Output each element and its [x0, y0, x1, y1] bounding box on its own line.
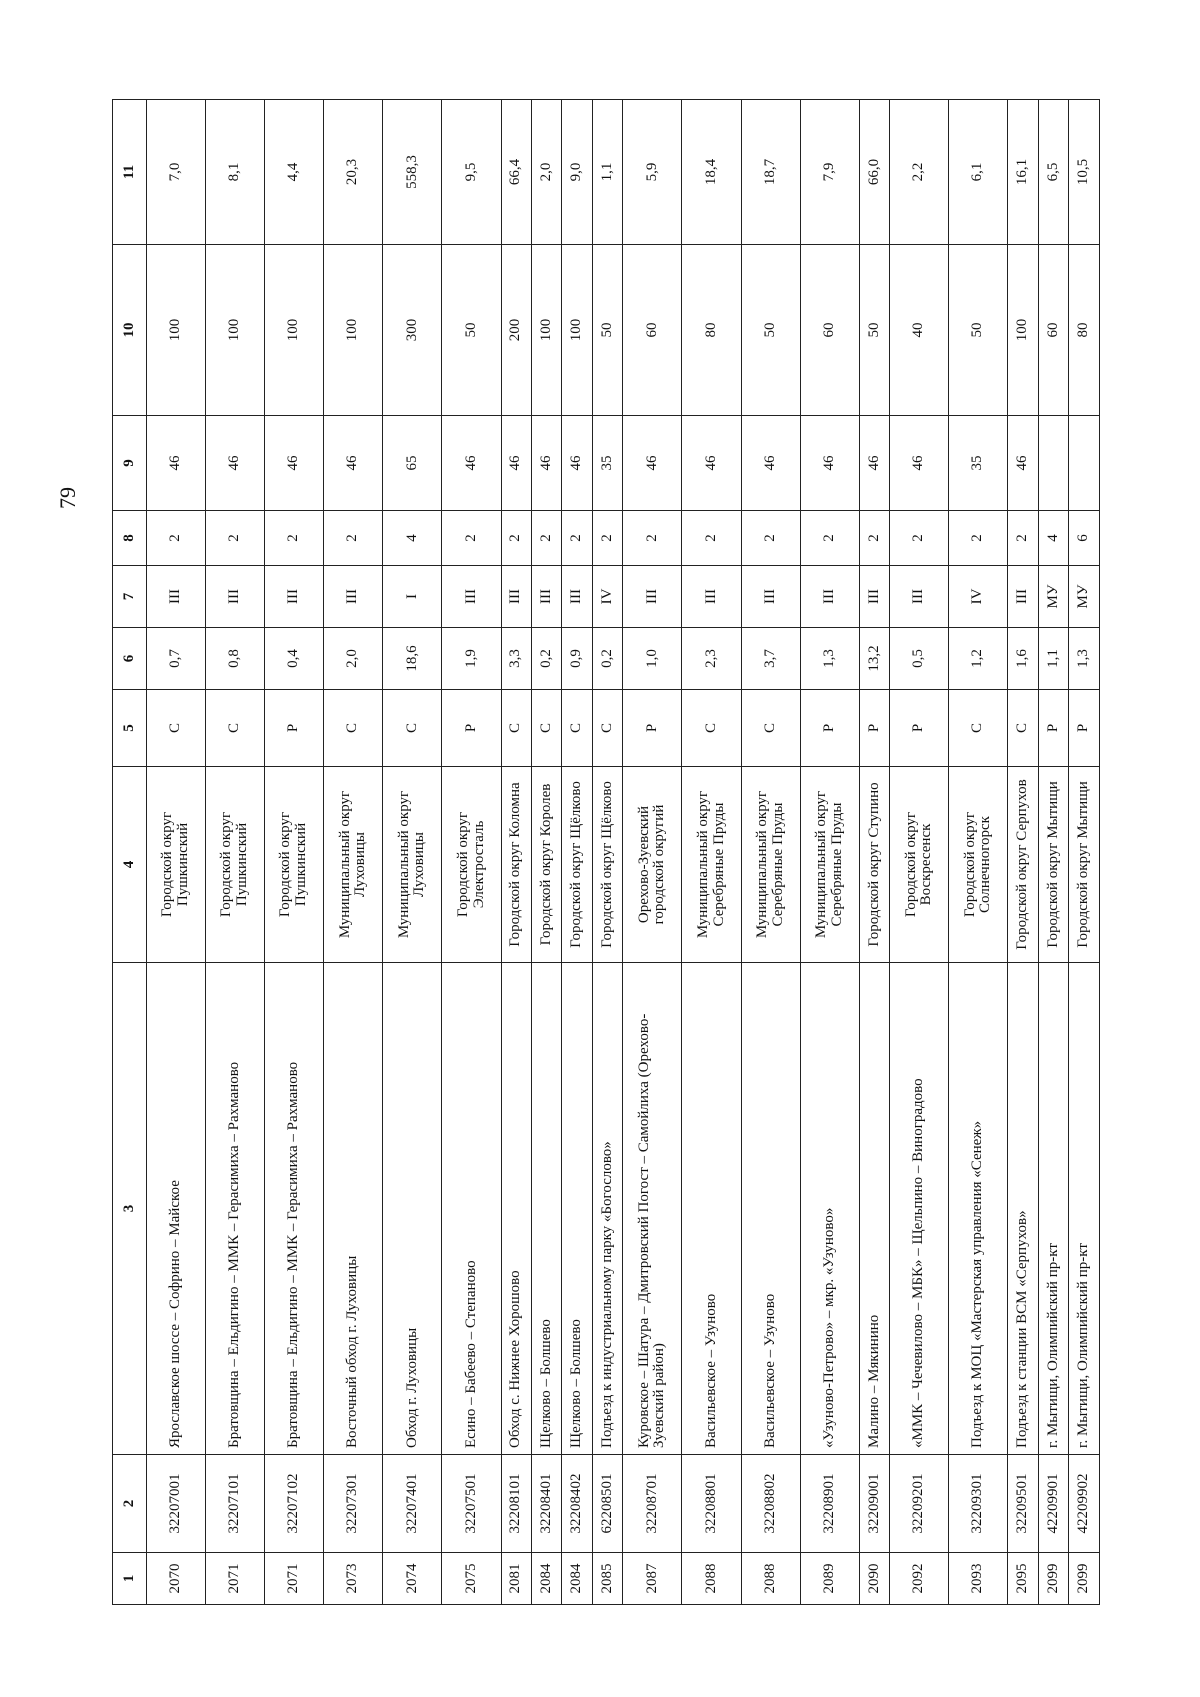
cell-width: 46 — [1008, 416, 1038, 511]
cell-road-id: 42209902 — [1069, 1455, 1100, 1553]
cell-number: 2099 — [1069, 1553, 1100, 1605]
cell-speed: 60 — [800, 245, 859, 416]
table-row — [741, 100, 800, 1605]
table-row — [859, 100, 889, 1605]
cell-number: 2085 — [592, 1553, 622, 1605]
cell-type: С — [741, 690, 800, 767]
cell-value: 66,0 — [859, 100, 889, 245]
table-row — [682, 100, 741, 1605]
roads-table — [112, 99, 1100, 1605]
cell-road-name: Обход с. Нижнее Хорошово — [501, 963, 531, 1455]
cell-municipality: Муниципальный округ Серебряные Пруды — [800, 767, 859, 963]
cell-road-name: Малино – Мякинино — [859, 963, 889, 1455]
cell-length: 1,0 — [623, 628, 682, 690]
cell-length: 2,3 — [682, 628, 741, 690]
cell-value: 558,3 — [383, 100, 442, 245]
cell-width: 35 — [592, 416, 622, 511]
cell-category: III — [562, 566, 592, 628]
cell-category: III — [532, 566, 562, 628]
cell-length: 1,3 — [1069, 628, 1100, 690]
cell-number: 2088 — [741, 1553, 800, 1605]
cell-municipality: Муниципальный округ Серебряные Пруды — [682, 767, 741, 963]
cell-number: 2070 — [147, 1553, 206, 1605]
cell-value: 7,0 — [147, 100, 206, 245]
cell-lanes: 2 — [859, 511, 889, 566]
cell-number: 2071 — [265, 1553, 324, 1605]
cell-category: III — [623, 566, 682, 628]
cell-category: III — [1008, 566, 1038, 628]
cell-road-name: г. Мытищи, Олимпийский пр-кт — [1038, 963, 1068, 1455]
cell-speed: 100 — [1008, 245, 1038, 416]
cell-category: МУ — [1038, 566, 1068, 628]
cell-width: 65 — [383, 416, 442, 511]
cell-width: 46 — [800, 416, 859, 511]
cell-municipality: Городской округ Воскресенск — [890, 767, 949, 963]
cell-number: 2090 — [859, 1553, 889, 1605]
cell-value: 8,1 — [206, 100, 265, 245]
column-header: 2 — [113, 1455, 147, 1553]
cell-category: III — [265, 566, 324, 628]
cell-lanes: 2 — [800, 511, 859, 566]
table-row — [1038, 100, 1068, 1605]
cell-speed: 50 — [741, 245, 800, 416]
cell-speed: 100 — [324, 245, 383, 416]
cell-type: С — [949, 690, 1008, 767]
cell-municipality: Городской округ Пушкинский — [265, 767, 324, 963]
cell-width: 46 — [442, 416, 501, 511]
cell-number: 2093 — [949, 1553, 1008, 1605]
cell-road-id: 32209501 — [1008, 1455, 1038, 1553]
cell-width: 35 — [949, 416, 1008, 511]
cell-width: 46 — [890, 416, 949, 511]
cell-number: 2071 — [206, 1553, 265, 1605]
cell-municipality: Орехово-Зуевский городской округий — [623, 767, 682, 963]
cell-road-name: Куровское – Шатура – Дмитровский Погост – Самойлиха (Орехово-Зуевский район) — [623, 963, 682, 1455]
cell-road-name: Щелково – Болшево — [562, 963, 592, 1455]
cell-lanes: 2 — [623, 511, 682, 566]
cell-lanes: 2 — [501, 511, 531, 566]
cell-road-name: «Узуново-Петрово» – мкр. «Узуново» — [800, 963, 859, 1455]
cell-municipality: Городской округ Мытищи — [1038, 767, 1068, 963]
column-header: 9 — [113, 416, 147, 511]
cell-value: 66,4 — [501, 100, 531, 245]
cell-width: 46 — [324, 416, 383, 511]
cell-type: С — [501, 690, 531, 767]
cell-lanes: 2 — [206, 511, 265, 566]
page-number: 79 — [55, 487, 80, 509]
column-header: 1 — [113, 1553, 147, 1605]
cell-type: С — [532, 690, 562, 767]
cell-type: Р — [1038, 690, 1068, 767]
cell-speed: 200 — [501, 245, 531, 416]
cell-road-id: 32208801 — [682, 1455, 741, 1553]
cell-category: III — [890, 566, 949, 628]
cell-road-name: Васильевское – Узуново — [741, 963, 800, 1455]
cell-municipality: Городской округ Электросталь — [442, 767, 501, 963]
cell-category: I — [383, 566, 442, 628]
cell-road-name: Васильевское – Узуново — [682, 963, 741, 1455]
cell-lanes: 2 — [265, 511, 324, 566]
cell-width — [1038, 416, 1068, 511]
cell-length: 0,8 — [206, 628, 265, 690]
cell-value: 20,3 — [324, 100, 383, 245]
cell-number: 2088 — [682, 1553, 741, 1605]
cell-road-name: Подъезд к МОЦ «Мастерская управления «Сенеж» — [949, 963, 1008, 1455]
column-header: 10 — [113, 245, 147, 416]
cell-lanes: 4 — [383, 511, 442, 566]
cell-category: III — [206, 566, 265, 628]
cell-length: 0,4 — [265, 628, 324, 690]
cell-length: 1,2 — [949, 628, 1008, 690]
cell-width: 46 — [265, 416, 324, 511]
cell-speed: 100 — [265, 245, 324, 416]
cell-length: 1,3 — [800, 628, 859, 690]
cell-road-name: Щелково – Болшево — [532, 963, 562, 1455]
column-header: 5 — [113, 690, 147, 767]
cell-speed: 50 — [859, 245, 889, 416]
cell-value: 5,9 — [623, 100, 682, 245]
cell-lanes: 6 — [1069, 511, 1100, 566]
cell-width: 46 — [741, 416, 800, 511]
cell-road-name: г. Мытищи, Олимпийский пр-кт — [1069, 963, 1100, 1455]
cell-number: 2087 — [623, 1553, 682, 1605]
cell-width: 46 — [859, 416, 889, 511]
cell-road-id: 62208501 — [592, 1455, 622, 1553]
cell-municipality: Городской округ Коломна — [501, 767, 531, 963]
cell-speed: 100 — [206, 245, 265, 416]
cell-municipality: Городской округ Серпухов — [1008, 767, 1038, 963]
column-header: 11 — [113, 100, 147, 245]
cell-road-id: 32207102 — [265, 1455, 324, 1553]
column-header: 3 — [113, 963, 147, 1455]
cell-road-id: 32207501 — [442, 1455, 501, 1553]
cell-municipality: Городской округ Мытищи — [1069, 767, 1100, 963]
cell-number: 2099 — [1038, 1553, 1068, 1605]
cell-road-id: 32208101 — [501, 1455, 531, 1553]
cell-speed: 100 — [147, 245, 206, 416]
cell-value: 16,1 — [1008, 100, 1038, 245]
cell-category: III — [741, 566, 800, 628]
table-row — [1008, 100, 1038, 1605]
cell-type: С — [383, 690, 442, 767]
table-row — [532, 100, 562, 1605]
cell-municipality: Муниципальный округ Серебряные Пруды — [741, 767, 800, 963]
table-row — [623, 100, 682, 1605]
cell-category: IV — [949, 566, 1008, 628]
cell-speed: 80 — [1069, 245, 1100, 416]
cell-lanes: 4 — [1038, 511, 1068, 566]
cell-speed: 60 — [1038, 245, 1068, 416]
cell-lanes: 2 — [562, 511, 592, 566]
cell-speed: 50 — [592, 245, 622, 416]
cell-type: Р — [890, 690, 949, 767]
cell-type: С — [1008, 690, 1038, 767]
cell-number: 2074 — [383, 1553, 442, 1605]
cell-road-name: Обход г. Луховицы — [383, 963, 442, 1455]
table-header-row — [113, 100, 147, 1605]
cell-road-id: 32207401 — [383, 1455, 442, 1553]
cell-municipality: Городской округ Солнечногорск — [949, 767, 1008, 963]
cell-lanes: 2 — [949, 511, 1008, 566]
cell-value: 4,4 — [265, 100, 324, 245]
cell-value: 6,1 — [949, 100, 1008, 245]
cell-length: 3,7 — [741, 628, 800, 690]
cell-type: Р — [859, 690, 889, 767]
cell-value: 2,0 — [532, 100, 562, 245]
cell-speed: 80 — [682, 245, 741, 416]
table-row — [800, 100, 859, 1605]
cell-width: 46 — [147, 416, 206, 511]
cell-type: Р — [800, 690, 859, 767]
cell-number: 2081 — [501, 1553, 531, 1605]
table-row — [324, 100, 383, 1605]
column-header: 6 — [113, 628, 147, 690]
cell-type: С — [324, 690, 383, 767]
cell-value: 2,2 — [890, 100, 949, 245]
table-row — [1069, 100, 1100, 1605]
cell-road-name: Подъезд к станции ВСМ «Серпухов» — [1008, 963, 1038, 1455]
cell-road-name: Ярославское шоссе – Софрино – Майское — [147, 963, 206, 1455]
cell-value: 6,5 — [1038, 100, 1068, 245]
cell-category: III — [324, 566, 383, 628]
cell-category: III — [859, 566, 889, 628]
table-row — [383, 100, 442, 1605]
cell-value: 9,5 — [442, 100, 501, 245]
table-row — [442, 100, 501, 1605]
cell-road-id: 32207301 — [324, 1455, 383, 1553]
cell-category: III — [442, 566, 501, 628]
cell-number: 2075 — [442, 1553, 501, 1605]
cell-category: III — [501, 566, 531, 628]
cell-road-name: Восточный обход г. Луховицы — [324, 963, 383, 1455]
cell-number: 2084 — [532, 1553, 562, 1605]
cell-category: МУ — [1069, 566, 1100, 628]
cell-municipality: Муниципальный округ Луховицы — [324, 767, 383, 963]
cell-number: 2089 — [800, 1553, 859, 1605]
cell-road-id: 32207001 — [147, 1455, 206, 1553]
cell-width: 46 — [532, 416, 562, 511]
cell-lanes: 2 — [592, 511, 622, 566]
cell-length: 0,2 — [592, 628, 622, 690]
cell-type: С — [562, 690, 592, 767]
cell-type: С — [206, 690, 265, 767]
cell-road-id: 32208402 — [562, 1455, 592, 1553]
cell-lanes: 2 — [1008, 511, 1038, 566]
cell-value: 18,7 — [741, 100, 800, 245]
cell-road-name: Братовщина – Ельдигино – ММК – Герасимиха – Рахманово — [206, 963, 265, 1455]
cell-lanes: 2 — [741, 511, 800, 566]
cell-road-id: 32209001 — [859, 1455, 889, 1553]
cell-speed: 50 — [949, 245, 1008, 416]
cell-lanes: 2 — [532, 511, 562, 566]
table-row — [501, 100, 531, 1605]
cell-municipality: Городской округ Ступино — [859, 767, 889, 963]
cell-value: 9,0 — [562, 100, 592, 245]
cell-length: 3,3 — [501, 628, 531, 690]
cell-length: 13,2 — [859, 628, 889, 690]
cell-category: III — [147, 566, 206, 628]
cell-speed: 40 — [890, 245, 949, 416]
column-header: 4 — [113, 767, 147, 963]
cell-municipality: Муниципальный округ Луховицы — [383, 767, 442, 963]
cell-lanes: 2 — [890, 511, 949, 566]
column-header: 7 — [113, 566, 147, 628]
cell-type: Р — [442, 690, 501, 767]
cell-length: 1,1 — [1038, 628, 1068, 690]
roads-table-container — [112, 100, 1100, 1605]
cell-type: Р — [265, 690, 324, 767]
cell-municipality: Городской округ Щёлково — [592, 767, 622, 963]
cell-municipality: Городской округ Пушкинский — [147, 767, 206, 963]
table-row — [592, 100, 622, 1605]
cell-length: 0,2 — [532, 628, 562, 690]
cell-type: С — [147, 690, 206, 767]
cell-road-name: Подъезд к индустриальному парку «Богослово» — [592, 963, 622, 1455]
cell-municipality: Городской округ Пушкинский — [206, 767, 265, 963]
cell-value: 7,9 — [800, 100, 859, 245]
cell-lanes: 2 — [442, 511, 501, 566]
cell-road-id: 32207101 — [206, 1455, 265, 1553]
table-body — [147, 100, 1100, 1605]
cell-length: 0,7 — [147, 628, 206, 690]
cell-road-name: Братовщина – Ельдигино – ММК – Герасимиха – Рахманово — [265, 963, 324, 1455]
cell-length: 0,5 — [890, 628, 949, 690]
table-row — [562, 100, 592, 1605]
table-row — [147, 100, 206, 1605]
cell-category: III — [682, 566, 741, 628]
cell-type: С — [682, 690, 741, 767]
cell-road-id: 32208701 — [623, 1455, 682, 1553]
cell-width — [1069, 416, 1100, 511]
cell-type: Р — [623, 690, 682, 767]
cell-road-id: 32208901 — [800, 1455, 859, 1553]
cell-municipality: Городской округ Щёлково — [562, 767, 592, 963]
cell-width: 46 — [623, 416, 682, 511]
table-row — [265, 100, 324, 1605]
cell-length: 1,6 — [1008, 628, 1038, 690]
cell-lanes: 2 — [147, 511, 206, 566]
cell-type: С — [592, 690, 622, 767]
cell-length: 1,9 — [442, 628, 501, 690]
cell-length: 0,9 — [562, 628, 592, 690]
cell-road-id: 32208401 — [532, 1455, 562, 1553]
table-row — [890, 100, 949, 1605]
cell-speed: 60 — [623, 245, 682, 416]
cell-speed: 100 — [532, 245, 562, 416]
cell-value: 18,4 — [682, 100, 741, 245]
cell-number: 2095 — [1008, 1553, 1038, 1605]
cell-width: 46 — [501, 416, 531, 511]
cell-speed: 50 — [442, 245, 501, 416]
cell-number: 2084 — [562, 1553, 592, 1605]
cell-road-name: Есино – Бабеево – Степаново — [442, 963, 501, 1455]
cell-length: 2,0 — [324, 628, 383, 690]
cell-municipality: Городской округ Королев — [532, 767, 562, 963]
cell-number: 2092 — [890, 1553, 949, 1605]
table-row — [949, 100, 1008, 1605]
cell-length: 18,6 — [383, 628, 442, 690]
cell-width: 46 — [682, 416, 741, 511]
cell-road-id: 42209901 — [1038, 1455, 1068, 1553]
cell-road-id: 32208802 — [741, 1455, 800, 1553]
cell-type: Р — [1069, 690, 1100, 767]
column-header: 8 — [113, 511, 147, 566]
cell-width: 46 — [562, 416, 592, 511]
cell-category: IV — [592, 566, 622, 628]
cell-width: 46 — [206, 416, 265, 511]
table-row — [206, 100, 265, 1605]
cell-road-name: «ММК – Чечевилово – МБК» – Щельпино – Виноградово — [890, 963, 949, 1455]
cell-road-id: 32209301 — [949, 1455, 1008, 1553]
cell-number: 2073 — [324, 1553, 383, 1605]
cell-road-id: 32209201 — [890, 1455, 949, 1553]
cell-category: III — [800, 566, 859, 628]
cell-lanes: 2 — [682, 511, 741, 566]
cell-speed: 300 — [383, 245, 442, 416]
cell-value: 10,5 — [1069, 100, 1100, 245]
cell-lanes: 2 — [324, 511, 383, 566]
cell-value: 1,1 — [592, 100, 622, 245]
cell-speed: 100 — [562, 245, 592, 416]
